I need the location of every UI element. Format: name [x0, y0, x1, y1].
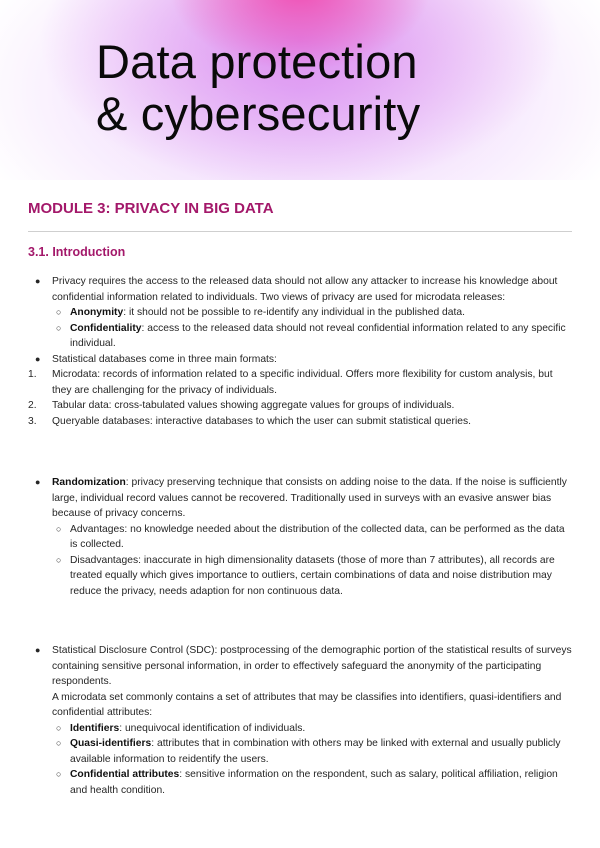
circle-bullet-icon: ○	[56, 722, 62, 733]
list-number: 3.	[28, 415, 37, 427]
document-title	[96, 36, 420, 140]
term: Quasi-identifiers	[70, 738, 152, 749]
circle-bullet-icon: ○	[56, 554, 62, 565]
term: Randomization	[52, 477, 126, 488]
divider	[28, 231, 572, 232]
term: Confidential attributes	[70, 769, 180, 780]
randomization-points	[28, 522, 574, 600]
document-body	[28, 274, 574, 798]
term: Identifiers	[70, 722, 120, 734]
term: Confidentiality	[70, 322, 142, 334]
disadvantages-text: Disadvantages: inaccurate in high dimensionality datasets (those of more than 7 attributes), all records are treated equally which gives importance to outliers, certain combinations of data and noise distribution may reduce the privacy, needs adaption for non continuous data.	[70, 554, 555, 597]
attributes-list	[28, 721, 574, 799]
formats-list	[28, 367, 574, 429]
definition: : unequivocal identification of individuals.	[119, 722, 306, 734]
title-line-1: Data protection	[96, 35, 418, 88]
term: Anonymity	[70, 307, 124, 318]
randomization-list	[28, 475, 574, 522]
circle-bullet-icon: ○	[56, 322, 62, 333]
list-item	[28, 352, 574, 368]
format-text: Queryable databases: interactive databases to which the user can submit statistical queries.	[52, 415, 471, 427]
formats-intro-list	[28, 352, 574, 368]
list-item	[28, 643, 574, 721]
list-item	[28, 321, 574, 352]
circle-bullet-icon: ○	[56, 769, 62, 779]
list-item	[28, 398, 574, 414]
spacer	[28, 599, 574, 643]
module-heading: MODULE 3: PRIVACY IN BIG DATA	[28, 200, 274, 217]
bullet-icon: ●	[35, 477, 41, 487]
definition: : privacy preserving technique that consists on adding noise to the data. If the noise is sufficiently large, individual record values cannot be recovered. Traditionally used in surveys with an evasive answer bias because of privacy concerns.	[52, 477, 567, 519]
list-item	[28, 305, 574, 321]
advantages-text: Advantages: no knowledge needed about the distribution of the collected data, can be performed as the data is collected.	[70, 523, 565, 550]
definition: : sensitive information on the respondent, such as salary, political affiliation, religion and health condition.	[70, 769, 558, 796]
definition: : access to the released data should not reveal confidential information related to any specific individual.	[70, 322, 566, 349]
list-item	[28, 522, 574, 553]
list-item	[28, 736, 574, 767]
list-item	[28, 367, 574, 398]
list-item	[28, 767, 574, 798]
list-item	[28, 721, 574, 737]
section-heading: 3.1. Introduction	[28, 245, 126, 259]
list-item	[28, 475, 574, 522]
format-text: Tabular data: cross-tabulated values showing aggregate values for groups of individuals.	[52, 400, 455, 411]
privacy-text: Privacy requires the access to the released data should not allow any attacker to increase his knowledge about confidential information related to individuals. Two views of privacy are used for microdata releases:	[52, 276, 558, 303]
circle-bullet-icon: ○	[56, 523, 62, 534]
bullet-icon: ●	[35, 645, 41, 655]
sdc-list	[28, 643, 574, 721]
formats-intro-text: Statistical databases come in three main formats:	[52, 353, 277, 365]
list-item	[28, 274, 574, 305]
circle-bullet-icon: ○	[56, 738, 62, 748]
list-number: 2.	[28, 400, 37, 411]
title-line-2: & cybersecurity	[96, 87, 421, 140]
list-item	[28, 414, 574, 430]
definition: : attributes that in combination with others may be linked with external and usually publicly available information to reidentify the users.	[70, 738, 561, 765]
list-item	[28, 553, 574, 600]
definition: : it should not be possible to re-identify any individual in the published data.	[123, 307, 465, 318]
sdc-text-2: A microdata set commonly contains a set of attributes that may be classifies into identifiers, quasi-identifiers and confidential attributes:	[52, 691, 562, 718]
list-number: 1.	[28, 369, 37, 380]
intro-list	[28, 274, 574, 305]
header-banner	[0, 0, 600, 180]
format-text: Microdata: records of information related to a specific individual. Offers more flexibility for custom analysis, but they are challenging for the privacy of individuals.	[52, 369, 553, 396]
bullet-icon: ●	[35, 353, 41, 364]
privacy-views-list	[28, 305, 574, 352]
circle-bullet-icon: ○	[56, 307, 62, 317]
sdc-text: Statistical Disclosure Control (SDC): postprocessing of the demographic portion of the statistical results of surveys containing sensitive personal information, in order to effectively safeguard the anonymity of the participating respondents.	[52, 645, 572, 687]
bullet-icon: ●	[35, 276, 41, 286]
spacer	[28, 429, 574, 475]
